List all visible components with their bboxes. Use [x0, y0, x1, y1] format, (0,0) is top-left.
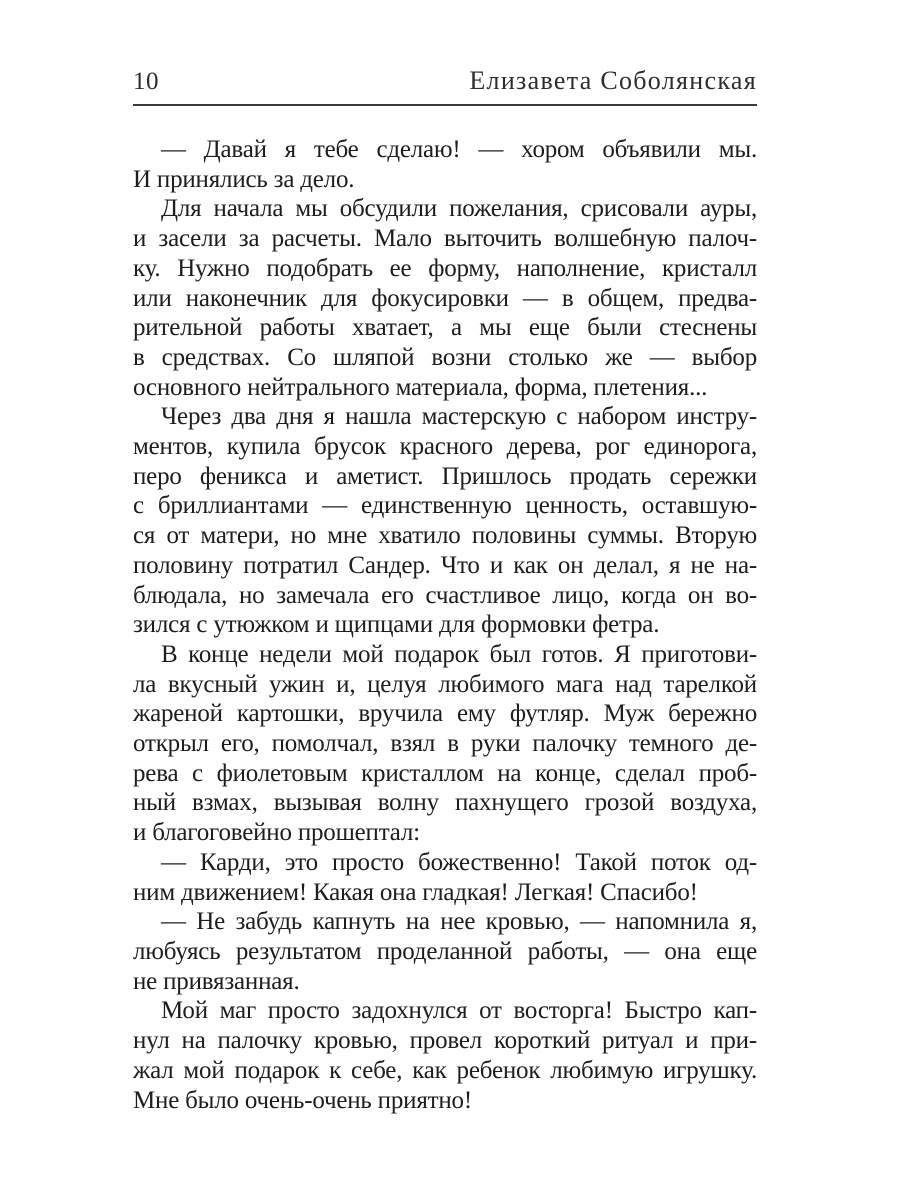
header-rule	[133, 104, 757, 106]
text-line: в средствах. Со шляпой возни столько же — выбор	[133, 343, 757, 371]
text-line: рева с фиолетовым кристаллом на конце, сделал проб-	[133, 759, 757, 787]
text-line: нул на палочку кровью, провел короткий ритуал и при-	[133, 1027, 757, 1055]
text-line: не привязанная.	[133, 967, 300, 995]
text-line: жареной картошки, вручила ему футляр. Муж бережно	[133, 700, 757, 728]
text-line: половину потратил Сандер. Что и как он делал, я не на-	[133, 551, 757, 579]
text-line: зился с утюжком и щипцами для формовки фетра.	[133, 611, 660, 639]
paragraph	[133, 135, 757, 194]
paragraph	[133, 907, 757, 996]
page-body	[133, 135, 757, 1115]
text-line: основного нейтрального материала, форма, плетения...	[133, 373, 708, 401]
text-line: — Не забудь капнуть на нее кровью, — напомнила я,	[161, 908, 757, 936]
text-line: любуясь результатом проделанной работы, — она еще	[133, 937, 757, 965]
paragraph	[133, 640, 757, 848]
text-line: — Давай я тебе сделаю! — хором объявили мы.	[161, 136, 757, 163]
text-line: ся от матери, но мне хватило половины суммы. Вторую	[133, 522, 757, 550]
text-line: ку. Нужно подобрать ее форму, наполнение, кристалл	[133, 254, 757, 282]
text-line: или наконечник для фокусировки — в общем, предва-	[133, 284, 757, 312]
text-line: Для начала мы обсудили пожелания, срисовали ауры,	[161, 195, 757, 223]
text-line: В конце недели мой подарок был готов. Я приготови-	[161, 640, 757, 668]
text-line: ним движением! Какая она гладкая! Легкая! Спасибо!	[133, 878, 698, 906]
text-line: ный взмах, вызывая волну пахнущего грозой воздуха,	[133, 789, 757, 817]
text-line: И принялись за дело.	[133, 165, 355, 193]
text-line: — Карди, это просто божественно! Такой поток од-	[161, 848, 757, 876]
text-line: рительной работы хватает, а мы еще были стеснены	[133, 314, 757, 342]
text-line: Мне было очень-очень приятно!	[133, 1086, 472, 1114]
text-line: и засели за расчеты. Мало выточить волшебную палоч-	[133, 225, 757, 253]
text-line: Через два дня я нашла мастерскую с набором инстру-	[161, 403, 757, 431]
text-line: жал мой подарок к себе, как ребенок любимую игрушку.	[133, 1056, 757, 1084]
text-line: ла вкусный ужин и, целуя любимого мага над тарелкой	[133, 670, 757, 698]
paragraph	[133, 996, 757, 1115]
text-line: и благоговейно прошептал:	[133, 819, 420, 847]
text-line: перо феникса и аметист. Пришлось продать сережки	[133, 462, 757, 490]
paragraph	[133, 848, 757, 907]
text-line: ментов, купила брусок красного дерева, рог единорога,	[133, 433, 757, 461]
paragraph	[133, 402, 757, 640]
text-line: с бриллиантами — единственную ценность, оставшую-	[133, 492, 757, 520]
running-head-author: Елизавета Соболянская	[469, 66, 757, 95]
paragraph	[133, 194, 757, 402]
page-header	[133, 66, 757, 96]
text-line: Мой маг просто задохнулся от восторга! Быстро кап-	[161, 997, 757, 1025]
text-line: блюдала, но замечала его счастливое лицо, когда он во-	[133, 581, 757, 609]
text-line: открыл его, помолчал, взял в руки палочку темного де-	[133, 730, 757, 758]
page-number: 10	[133, 68, 159, 95]
